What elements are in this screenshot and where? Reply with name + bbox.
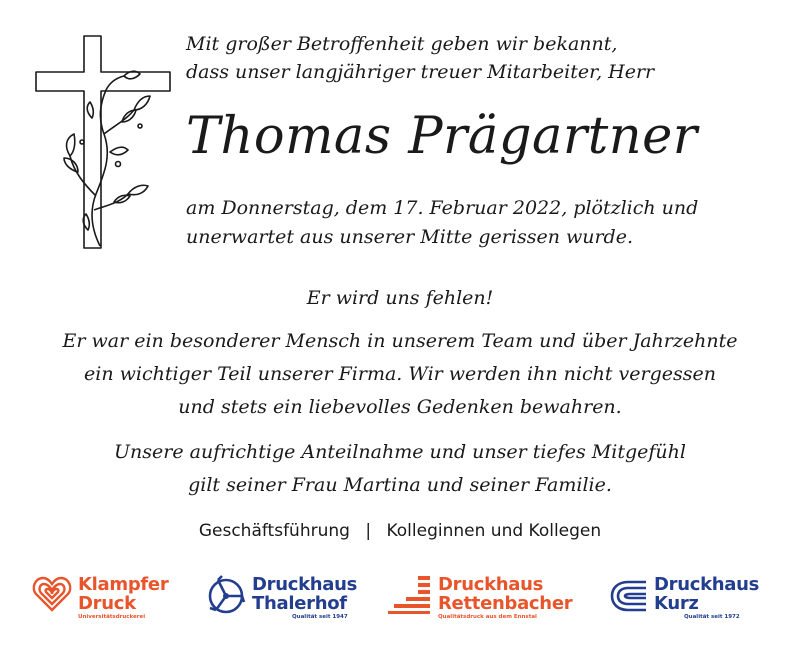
tribute-line-3: und stets ein liebevolles Gedenken bewahren. (178, 396, 622, 418)
condolence-line-2: gilt seiner Frau Martina und seiner Familie. (188, 474, 612, 496)
logo-1-line-1: Klampfer (78, 574, 169, 595)
logo-3-line-1: Druckhaus (438, 574, 544, 595)
signature-separator: | (365, 521, 372, 541)
signature (0, 518, 800, 544)
logo-druckhaus-kurz (608, 572, 778, 636)
logo-druckhaus-rettenbacher (388, 572, 588, 636)
logo-1-line-2: Druck (78, 593, 136, 614)
date-line-2: unerwartet aus unserer Mitte gerissen wurde. (186, 226, 634, 248)
spiral-lines-icon (608, 574, 648, 614)
tribute-line-1: Er war ein besonderer Mensch in unserem Team und über Jahrzehnte (62, 330, 738, 352)
logo-2-line-2: Thalerhof (252, 593, 347, 614)
missed-text: Er wird uns fehlen! (306, 287, 494, 309)
logo-2-tagline: Qualität seit 1947 (292, 614, 348, 620)
logo-4-line-2: Kurz (654, 593, 699, 614)
signature-management: Geschäftsführung (198, 521, 350, 541)
tribute-line-2: ein wichtiger Teil unserer Firma. Wir werden ihn nicht vergessen (84, 363, 716, 385)
condolence-text (0, 436, 800, 502)
triskelion-circle-icon (206, 574, 246, 614)
logo-4-line-1: Druckhaus (654, 574, 760, 595)
intro-line-1: Mit großer Betroffenheit geben wir bekannt, (186, 33, 618, 55)
stacked-bars-icon (388, 574, 432, 614)
intro-line-2: dass unser langjähriger treuer Mitarbeiter, Herr (186, 61, 655, 83)
logo-2-line-1: Druckhaus (252, 574, 358, 595)
heart-stripes-icon (32, 574, 72, 614)
logo-3-line-2: Rettenbacher (438, 593, 573, 614)
signature-colleagues: Kolleginnen und Kollegen (386, 521, 602, 541)
logo-3-tagline: Qualitätsdruck aus dem Ennstal (438, 614, 537, 620)
condolence-line-1: Unsere aufrichtige Anteilnahme und unser tiefes Mitgefühl (114, 441, 686, 463)
deceased-name: Thomas Prägartner (186, 107, 698, 166)
logo-klampfer-druck (32, 572, 192, 636)
logo-1-tagline: Universitätsdruckerei (78, 614, 146, 620)
cross-with-flowers-icon (34, 34, 174, 252)
date-line-1: am Donnerstag, dem 17. Februar 2022, plötzlich und (186, 197, 699, 219)
date-text (186, 194, 786, 252)
intro-text (186, 30, 786, 86)
logo-druckhaus-thalerhof (206, 572, 376, 636)
logo-4-tagline: Qualität seit 1972 (684, 614, 740, 620)
tribute-text (0, 325, 800, 424)
